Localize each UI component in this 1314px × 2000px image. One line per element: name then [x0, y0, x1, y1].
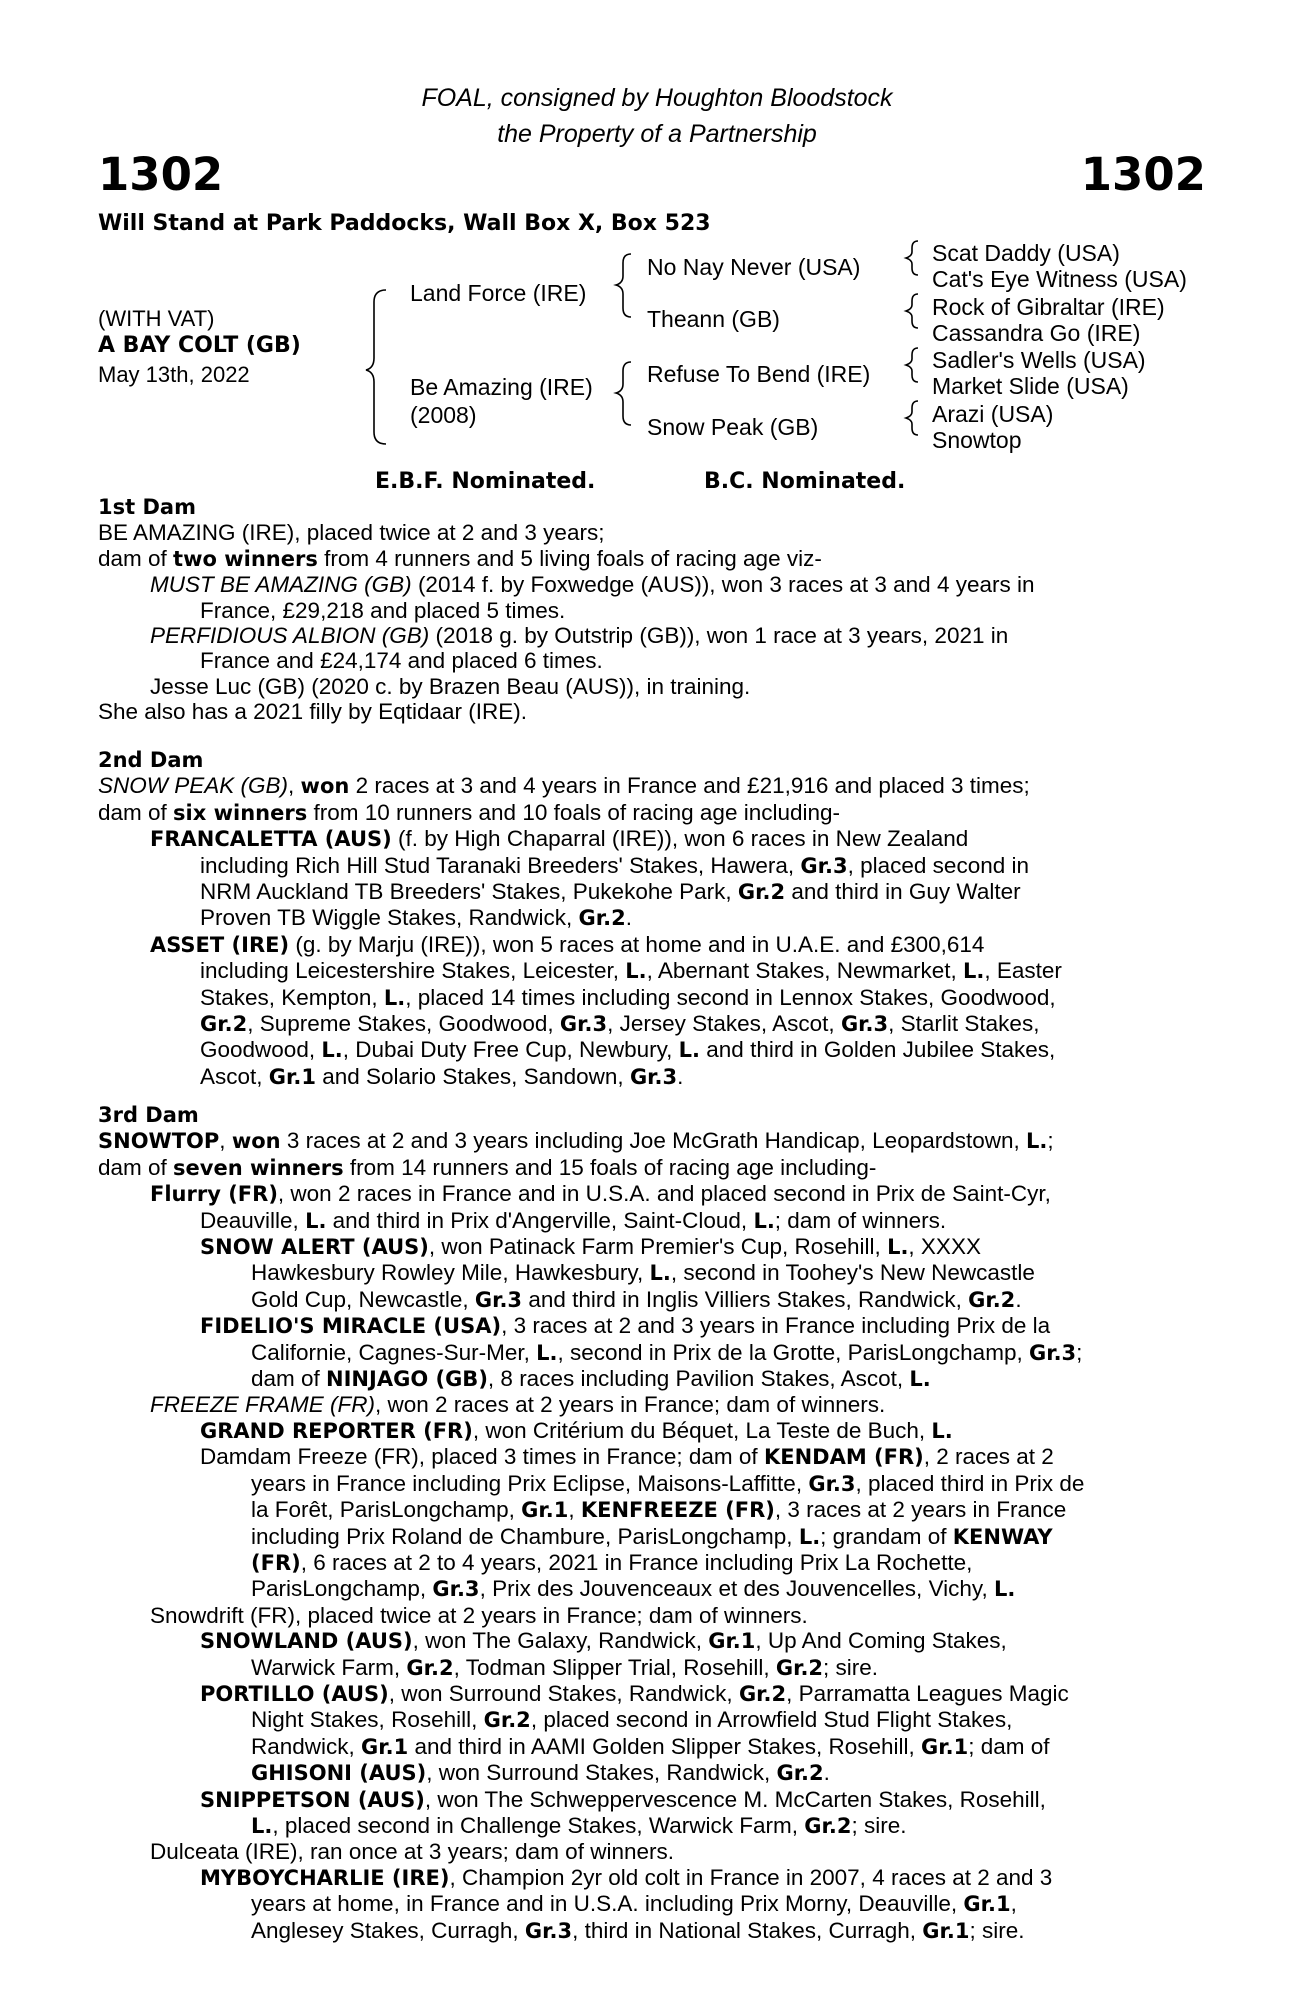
second-dam-line: Goodwood, L., Dubai Duty Free Cup, Newbury, L. and third in Golden Jubilee Stakes, — [200, 1037, 1056, 1063]
dds: Arazi (USA) — [932, 401, 1054, 427]
sire-dam: Theann (GB) — [647, 306, 780, 332]
sds: Rock of Gibraltar (IRE) — [932, 294, 1165, 320]
third-dam-line: ParisLongchamp, Gr.3, Prix des Jouvenceaux et des Jouvencelles, Vichy, L. — [251, 1576, 1016, 1602]
sire-sire: No Nay Never (USA) — [647, 254, 861, 280]
lot-number-left: 1302 — [98, 148, 224, 201]
first-dam-line: Jesse Luc (GB) (2020 c. by Brazen Beau (AUS)), in training. — [150, 673, 751, 699]
property-line: the Property of a Partnership — [497, 120, 817, 148]
third-dam-section — [98, 1103, 1204, 1944]
second-dam-section — [98, 748, 1204, 1090]
third-dam-line: SNOWLAND (AUS), won The Galaxy, Randwick, Gr.1, Up And Coming Stakes, — [200, 1628, 1007, 1654]
brace-dd — [906, 401, 918, 435]
third-dam-line: dam of seven winners from 14 runners and 15 foals of racing age including- — [98, 1154, 877, 1180]
third-dam-line: years at home, in France and in U.S.A. including Prix Morny, Deauville, Gr.1, — [251, 1891, 1017, 1917]
dam-year: (2008) — [410, 402, 477, 428]
vat-note: (WITH VAT) — [98, 306, 215, 331]
third-dam-line: (FR), 6 races at 2 to 4 years, 2021 in France including Prix La Rochette, — [251, 1549, 973, 1575]
third-dam-line: dam of NINJAGO (GB), 8 races including Pavilion Stakes, Ascot, L. — [251, 1366, 931, 1392]
third-dam-line: Deauville, L. and third in Prix d'Angerville, Saint-Cloud, L.; dam of winners. — [200, 1207, 947, 1233]
third-dam-line: FIDELIO'S MIRACLE (USA), 3 races at 2 and 3 years in France including Prix de la — [200, 1313, 1051, 1339]
first-dam-section — [98, 495, 1204, 725]
dam: Be Amazing (IRE) — [410, 374, 593, 400]
first-dam-line: dam of two winners from 4 runners and 5 living foals of racing age viz- — [98, 545, 822, 571]
third-dam-line: Randwick, Gr.1 and third in AAMI Golden Slipper Stakes, Rosehill, Gr.1; dam of — [251, 1733, 1050, 1759]
third-dam-line: Flurry (FR), won 2 races in France and in U.S.A. and placed second in Prix de Saint-Cyr, — [150, 1181, 1051, 1207]
second-dam-line: including Rich Hill Stud Taranaki Breeders' Stakes, Hawera, Gr.3, placed second in — [200, 852, 1029, 878]
ddd: Snowtop — [932, 427, 1022, 453]
third-dam-line: SNOWTOP, won 3 races at 2 and 3 years including Joe McGrath Handicap, Leopardstown, L.; — [98, 1128, 1054, 1154]
first-dam-line: France, £29,218 and placed 5 times. — [200, 597, 566, 623]
second-dam-heading: 2nd Dam — [98, 748, 204, 772]
first-dam-line: PERFIDIOUS ALBION (GB) (2018 g. by Outstrip (GB)), won 1 race at 3 years, 2021 in — [150, 623, 1009, 649]
brace-ds — [906, 348, 918, 382]
ebf-nominated: E.B.F. Nominated. — [375, 469, 596, 494]
first-dam-line: MUST BE AMAZING (GB) (2014 f. by Foxwedge (AUS)), won 3 races at 3 and 4 years in — [150, 572, 1035, 598]
brace-main — [366, 290, 386, 444]
second-dam-line: Gr.2, Supreme Stakes, Goodwood, Gr.3, Jersey Stakes, Ascot, Gr.3, Starlit Stakes, — [200, 1011, 1040, 1037]
third-dam-line: GRAND REPORTER (FR), won Critérium du Béquet, La Teste de Buch, L. — [200, 1417, 953, 1443]
consignor-line: FOAL, consigned by Houghton Bloodstock — [421, 84, 893, 112]
stand-location: Will Stand at Park Paddocks, Wall Box X, Box 523 — [98, 211, 711, 236]
third-dam-line: la Forêt, ParisLongchamp, Gr.1, KENFREEZE (FR), 3 races at 2 years in France — [251, 1497, 1067, 1523]
third-dam-line: Gold Cup, Newcastle, Gr.3 and third in Inglis Villiers Stakes, Randwick, Gr.2. — [251, 1286, 1022, 1312]
third-dam-line: SNOW ALERT (AUS), won Patinack Farm Premier's Cup, Rosehill, L., XXXX — [200, 1234, 981, 1260]
first-dam-line: She also has a 2021 filly by Eqtidaar (IRE). — [98, 699, 527, 725]
third-dam-heading: 3rd Dam — [98, 1103, 199, 1127]
second-dam-line: including Leicestershire Stakes, Leicester, L., Abernant Stakes, Newmarket, L., Easter — [200, 958, 1062, 984]
second-dam-line: Proven TB Wiggle Stakes, Randwick, Gr.2. — [200, 905, 632, 931]
third-dam-line: PORTILLO (AUS), won Surround Stakes, Randwick, Gr.2, Parramatta Leagues Magic — [200, 1680, 1069, 1706]
sss: Scat Daddy (USA) — [932, 240, 1120, 266]
third-dam-line: Night Stakes, Rosehill, Gr.2, placed second in Arrowfield Stud Flight Stakes, — [251, 1707, 1013, 1733]
third-dam-line: Anglesey Stakes, Curragh, Gr.3, third in National Stakes, Curragh, Gr.1; sire. — [251, 1917, 1025, 1943]
first-dam-line: France and £24,174 and placed 6 times. — [200, 648, 603, 674]
second-dam-line: dam of six winners from 10 runners and 10 foals of racing age including- — [98, 799, 841, 825]
first-dam-line: BE AMAZING (IRE), placed twice at 2 and 3 years; — [98, 520, 605, 546]
second-dam-line: Stakes, Kempton, L., placed 14 times including second in Lennox Stakes, Goodwood, — [200, 984, 1056, 1010]
dam-sire: Refuse To Bend (IRE) — [647, 361, 871, 387]
second-dam-line: FRANCALETTA (AUS) (f. by High Chaparral (IRE)), won 6 races in New Zealand — [150, 826, 969, 852]
horse-name: A BAY COLT (GB) — [98, 333, 301, 358]
second-dam-line: SNOW PEAK (GB), won 2 races at 3 and 4 years in France and £21,916 and placed 3 times; — [98, 773, 1030, 799]
bc-nominated: B.C. Nominated. — [704, 469, 906, 494]
dss: Sadler's Wells (USA) — [932, 347, 1146, 373]
sire: Land Force (IRE) — [410, 280, 587, 306]
dsd: Market Slide (USA) — [932, 373, 1129, 399]
third-dam-line: Damdam Freeze (FR), placed 3 times in France; dam of KENDAM (FR), 2 races at 2 — [200, 1444, 1054, 1470]
third-dam-line: GHISONI (AUS), won Surround Stakes, Randwick, Gr.2. — [251, 1760, 830, 1786]
brace-sd — [906, 294, 918, 328]
sdd: Cassandra Go (IRE) — [932, 320, 1141, 346]
third-dam-line: Warwick Farm, Gr.2, Todman Slipper Trial, Rosehill, Gr.2; sire. — [251, 1654, 879, 1680]
third-dam-line: including Prix Roland de Chambure, ParisLongchamp, L.; grandam of KENWAY — [251, 1523, 1053, 1549]
second-dam-line: Ascot, Gr.1 and Solario Stakes, Sandown, Gr.3. — [200, 1063, 684, 1089]
brace-ss — [906, 241, 918, 275]
third-dam-line: SNIPPETSON (AUS), won The Schweppervescence M. McCarten Stakes, Rosehill, — [200, 1786, 1046, 1812]
ssd: Cat's Eye Witness (USA) — [932, 266, 1187, 292]
brace-sire — [616, 254, 631, 317]
second-dam-line: NRM Auckland TB Breeders' Stakes, Pukekohe Park, Gr.2 and third in Guy Walter — [200, 879, 1021, 905]
third-dam-line: Californie, Cagnes-Sur-Mer, L., second in Prix de la Grotte, ParisLongchamp, Gr.3; — [251, 1339, 1083, 1365]
lot-number-right: 1302 — [1080, 148, 1206, 201]
third-dam-line: Hawkesbury Rowley Mile, Hawkesbury, L., second in Toohey's New Newcastle — [251, 1260, 1035, 1286]
third-dam-line: FREEZE FRAME (FR), won 2 races at 2 years in France; dam of winners. — [150, 1392, 886, 1418]
third-dam-line: L., placed second in Challenge Stakes, Warwick Farm, Gr.2; sire. — [251, 1812, 907, 1838]
third-dam-line: MYBOYCHARLIE (IRE), Champion 2yr old colt in France in 2007, 4 races at 2 and 3 — [200, 1864, 1053, 1890]
third-dam-line: Dulceata (IRE), ran once at 3 years; dam of winners. — [150, 1839, 674, 1865]
third-dam-line: Snowdrift (FR), placed twice at 2 years in France; dam of winners. — [150, 1602, 808, 1628]
third-dam-line: years in France including Prix Eclipse, Maisons-Laffitte, Gr.3, placed third in Prix de — [251, 1470, 1085, 1496]
dam-dam: Snow Peak (GB) — [647, 414, 819, 440]
first-dam-heading: 1st Dam — [98, 495, 196, 519]
second-dam-line: ASSET (IRE) (g. by Marju (IRE)), won 5 races at home and in U.A.E. and £300,614 — [150, 931, 985, 957]
brace-dam — [616, 362, 631, 425]
foaling-date: May 13th, 2022 — [98, 362, 250, 387]
